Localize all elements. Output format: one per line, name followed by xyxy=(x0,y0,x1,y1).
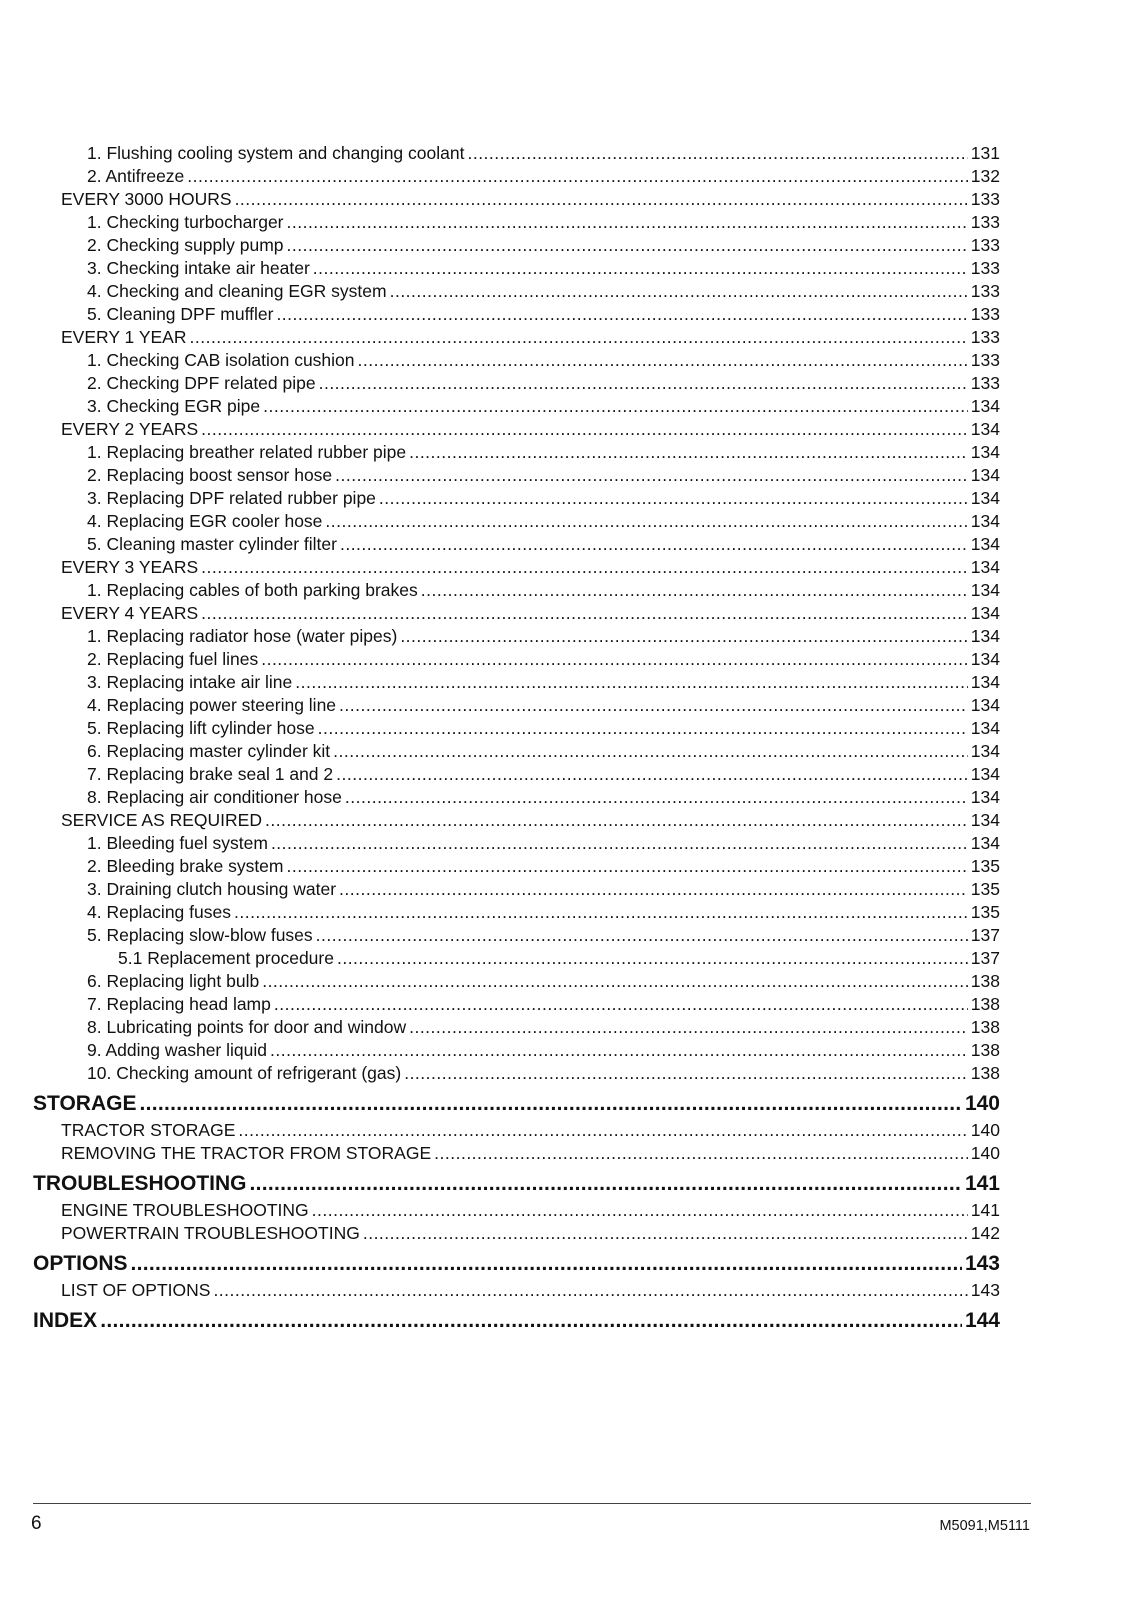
toc-entry-page: 141 xyxy=(964,1172,1000,1195)
dot-leader xyxy=(421,579,968,602)
dot-leader xyxy=(100,1308,962,1334)
dot-leader xyxy=(345,786,968,809)
toc-entry-title: ENGINE TROUBLESHOOTING xyxy=(61,1200,309,1220)
dot-leader xyxy=(409,441,968,464)
toc-entry-page: 133 xyxy=(970,327,1000,347)
dot-leader xyxy=(295,671,968,694)
dot-leader xyxy=(363,1222,968,1245)
dot-leader xyxy=(337,947,968,970)
toc-entry-title: 3. Draining clutch housing water xyxy=(87,879,337,899)
toc-entry-title: 5. Cleaning DPF muffler xyxy=(87,304,274,324)
dot-leader xyxy=(333,740,968,763)
dot-leader xyxy=(400,625,967,648)
toc-entry-page: 134 xyxy=(970,603,1000,623)
dot-leader xyxy=(318,717,968,740)
toc-entry[interactable] xyxy=(61,326,1000,349)
toc-entry-title: 3. Replacing DPF related rubber pipe xyxy=(87,488,376,508)
toc-entry-title: 1. Checking CAB isolation cushion xyxy=(87,350,355,370)
toc-entry-page: 138 xyxy=(970,1017,1000,1037)
toc-entry-page: 133 xyxy=(970,281,1000,301)
dot-leader xyxy=(190,326,968,349)
toc-entry-title: 9. Adding washer liquid xyxy=(87,1040,267,1060)
dot-leader xyxy=(313,257,968,280)
toc-entry-page: 143 xyxy=(964,1252,1000,1275)
toc-entry-title: TRACTOR STORAGE xyxy=(61,1120,236,1140)
dot-leader xyxy=(336,763,968,786)
toc-entry[interactable] xyxy=(87,625,1000,648)
dot-leader xyxy=(379,487,968,510)
dot-leader xyxy=(404,1062,968,1085)
toc-entry[interactable] xyxy=(87,763,1000,786)
toc-entry-page: 134 xyxy=(970,787,1000,807)
dot-leader xyxy=(238,1119,967,1142)
toc-entry-title: EVERY 3 YEARS xyxy=(61,557,199,577)
toc-entry-page: 140 xyxy=(970,1143,1000,1163)
toc-entry-title: 4. Replacing power steering line xyxy=(87,695,337,715)
toc-entry[interactable] xyxy=(61,602,1000,625)
toc-entry[interactable] xyxy=(87,510,1000,533)
toc-entry-page: 133 xyxy=(970,258,1000,278)
toc-entry-title: 3. Checking EGR pipe xyxy=(87,396,261,416)
dot-leader xyxy=(261,648,968,671)
dot-leader xyxy=(213,1279,967,1302)
toc-entry[interactable] xyxy=(87,648,1000,671)
dot-leader xyxy=(201,602,968,625)
toc-entry-page: 134 xyxy=(970,488,1000,508)
toc-entry-title: 7. Replacing head lamp xyxy=(87,994,271,1014)
toc-entry[interactable] xyxy=(61,418,1000,441)
toc-entry-title: 5. Replacing slow-blow fuses xyxy=(87,925,313,945)
dot-leader xyxy=(287,211,968,234)
toc-entry[interactable] xyxy=(87,717,1000,740)
toc-entry-page: 138 xyxy=(970,971,1000,991)
toc-entry-title: 1. Bleeding fuel system xyxy=(87,833,268,853)
toc-entry-title: 3. Checking intake air heater xyxy=(87,258,310,278)
toc-entry-page: 133 xyxy=(970,350,1000,370)
toc-entry-title: 5.1 Replacement procedure xyxy=(118,948,334,968)
toc-entry-page: 135 xyxy=(970,902,1000,922)
toc-entry-page: 143 xyxy=(970,1280,1000,1300)
toc-entry-title: 4. Replacing fuses xyxy=(87,902,231,922)
toc-entry[interactable] xyxy=(87,441,1000,464)
toc-entry-page: 140 xyxy=(970,1120,1000,1140)
toc-entry-page: 134 xyxy=(970,764,1000,784)
toc-entry-title: 6. Replacing light bulb xyxy=(87,971,260,991)
toc-entry-page: 144 xyxy=(964,1309,1000,1332)
toc-entry-title: 4. Checking and cleaning EGR system xyxy=(87,281,387,301)
toc-entry-title: EVERY 1 YEAR xyxy=(61,327,187,347)
toc-entry-title: OPTIONS xyxy=(33,1252,128,1275)
dot-leader xyxy=(262,970,968,993)
toc-entry-title: EVERY 2 YEARS xyxy=(61,419,199,439)
dot-leader xyxy=(235,188,968,211)
table-of-contents xyxy=(0,142,1131,1336)
toc-entry-page: 131 xyxy=(970,143,1000,163)
toc-entry-page: 134 xyxy=(970,580,1000,600)
toc-entry-page: 134 xyxy=(970,557,1000,577)
toc-entry[interactable] xyxy=(87,280,1000,303)
toc-entry[interactable] xyxy=(87,372,1000,395)
toc-entry[interactable] xyxy=(61,1279,1000,1302)
toc-entry[interactable] xyxy=(87,1062,1000,1085)
toc-entry-title: EVERY 3000 HOURS xyxy=(61,189,232,209)
dot-leader xyxy=(250,1171,962,1197)
dot-leader xyxy=(270,1039,968,1062)
toc-entry[interactable] xyxy=(61,1142,1000,1165)
toc-entry[interactable] xyxy=(87,832,1000,855)
toc-entry-page: 134 xyxy=(970,534,1000,554)
toc-entry-title: 1. Checking turbocharger xyxy=(87,212,284,232)
toc-entry-title: EVERY 4 YEARS xyxy=(61,603,199,623)
toc-entry-page: 138 xyxy=(970,1063,1000,1083)
dot-leader xyxy=(271,832,968,855)
toc-entry-page: 137 xyxy=(970,925,1000,945)
toc-entry[interactable] xyxy=(87,993,1000,1016)
toc-entry-page: 134 xyxy=(970,695,1000,715)
dot-leader xyxy=(263,395,968,418)
dot-leader xyxy=(467,142,967,165)
toc-entry[interactable] xyxy=(87,349,1000,372)
toc-entry-page: 142 xyxy=(970,1223,1000,1243)
toc-entry[interactable] xyxy=(87,924,1000,947)
toc-entry-page: 133 xyxy=(970,373,1000,393)
toc-entry-title: 1. Flushing cooling system and changing coolant xyxy=(87,143,465,163)
toc-entry[interactable] xyxy=(87,740,1000,763)
toc-entry[interactable] xyxy=(87,1039,1000,1062)
toc-entry-title: 8. Lubricating points for door and window xyxy=(87,1017,407,1037)
toc-entry[interactable] xyxy=(87,533,1000,556)
toc-entry[interactable] xyxy=(87,671,1000,694)
dot-leader xyxy=(187,165,968,188)
toc-entry-title: STORAGE xyxy=(33,1092,137,1115)
toc-entry-page: 134 xyxy=(970,833,1000,853)
toc-entry[interactable] xyxy=(61,188,1000,211)
toc-entry-page: 135 xyxy=(970,879,1000,899)
dot-leader xyxy=(339,878,968,901)
toc-entry-page: 135 xyxy=(970,856,1000,876)
toc-entry-page: 134 xyxy=(970,810,1000,830)
page-number: 6 xyxy=(31,1513,42,1534)
toc-entry-title: 3. Replacing intake air line xyxy=(87,672,293,692)
toc-entry[interactable] xyxy=(87,142,1000,165)
dot-leader xyxy=(319,372,968,395)
dot-leader xyxy=(434,1142,968,1165)
toc-entry[interactable] xyxy=(87,165,1000,188)
toc-entry[interactable] xyxy=(87,487,1000,510)
dot-leader xyxy=(335,464,968,487)
toc-entry[interactable] xyxy=(87,303,1000,326)
model-number: M5091,M5111 xyxy=(939,1518,1030,1534)
dot-leader xyxy=(201,418,968,441)
toc-entry-page: 134 xyxy=(970,672,1000,692)
toc-entry-page: 134 xyxy=(970,718,1000,738)
toc-entry-title: 2. Checking supply pump xyxy=(87,235,284,255)
toc-entry[interactable] xyxy=(87,234,1000,257)
toc-entry[interactable] xyxy=(87,786,1000,809)
toc-entry-page: 132 xyxy=(970,166,1000,186)
toc-entry-title: TROUBLESHOOTING xyxy=(33,1172,247,1195)
dot-leader xyxy=(287,234,968,257)
toc-entry-title: 2. Bleeding brake system xyxy=(87,856,284,876)
toc-entry-page: 140 xyxy=(964,1092,1000,1115)
toc-entry-page: 133 xyxy=(970,189,1000,209)
toc-entry-title: 5. Replacing lift cylinder hose xyxy=(87,718,315,738)
dot-leader xyxy=(340,533,968,556)
toc-entry[interactable] xyxy=(87,901,1000,924)
dot-leader xyxy=(390,280,968,303)
toc-entry-title: 2. Replacing fuel lines xyxy=(87,649,259,669)
toc-entry-title: 5. Cleaning master cylinder filter xyxy=(87,534,337,554)
toc-entry[interactable] xyxy=(87,1016,1000,1039)
dot-leader xyxy=(312,1199,968,1222)
footer-divider xyxy=(33,1503,1031,1504)
toc-entry[interactable] xyxy=(87,395,1000,418)
dot-leader xyxy=(287,855,968,878)
toc-entry-title: LIST OF OPTIONS xyxy=(61,1280,211,1300)
toc-entry[interactable] xyxy=(87,878,1000,901)
dot-leader xyxy=(131,1251,962,1277)
toc-entry-title: 2. Replacing boost sensor hose xyxy=(87,465,333,485)
toc-entry[interactable] xyxy=(87,694,1000,717)
toc-entry-title: 8. Replacing air conditioner hose xyxy=(87,787,342,807)
dot-leader xyxy=(265,809,968,832)
toc-entry-title: INDEX xyxy=(33,1309,98,1332)
toc-entry-title: 2. Checking DPF related pipe xyxy=(87,373,316,393)
dot-leader xyxy=(316,924,968,947)
dot-leader xyxy=(409,1016,968,1039)
toc-section-heading[interactable] xyxy=(33,1171,1000,1197)
dot-leader xyxy=(358,349,968,372)
toc-entry-page: 133 xyxy=(970,212,1000,232)
toc-section-heading[interactable] xyxy=(33,1308,1000,1334)
toc-entry-page: 138 xyxy=(970,1040,1000,1060)
toc-entry-page: 133 xyxy=(970,235,1000,255)
toc-entry-page: 134 xyxy=(970,649,1000,669)
toc-entry-page: 141 xyxy=(970,1200,1000,1220)
dot-leader xyxy=(339,694,968,717)
toc-section-heading[interactable] xyxy=(33,1251,1000,1277)
toc-entry[interactable] xyxy=(61,1199,1000,1222)
dot-leader xyxy=(201,556,968,579)
dot-leader xyxy=(234,901,968,924)
toc-entry-title: SERVICE AS REQUIRED xyxy=(61,810,262,830)
toc-entry-title: 1. Replacing breather related rubber pipe xyxy=(87,442,407,462)
dot-leader xyxy=(274,993,968,1016)
toc-entry-page: 134 xyxy=(970,465,1000,485)
toc-entry[interactable] xyxy=(118,947,1000,970)
toc-entry[interactable] xyxy=(87,970,1000,993)
toc-entry-title: 10. Checking amount of refrigerant (gas) xyxy=(87,1063,402,1083)
toc-entry-title: REMOVING THE TRACTOR FROM STORAGE xyxy=(61,1143,432,1163)
toc-entry-title: 1. Replacing radiator hose (water pipes) xyxy=(87,626,398,646)
toc-entry-page: 134 xyxy=(970,419,1000,439)
toc-entry-page: 134 xyxy=(970,626,1000,646)
toc-entry-title: 2. Antifreeze xyxy=(87,166,185,186)
toc-entry-page: 134 xyxy=(970,741,1000,761)
toc-entry-title: 7. Replacing brake seal 1 and 2 xyxy=(87,764,334,784)
toc-entry-title: POWERTRAIN TROUBLESHOOTING xyxy=(61,1223,360,1243)
toc-entry-page: 133 xyxy=(970,304,1000,324)
toc-entry[interactable] xyxy=(87,855,1000,878)
toc-section-heading[interactable] xyxy=(33,1091,1000,1117)
toc-entry[interactable] xyxy=(87,464,1000,487)
dot-leader xyxy=(325,510,967,533)
toc-entry-page: 134 xyxy=(970,442,1000,462)
toc-entry-title: 4. Replacing EGR cooler hose xyxy=(87,511,323,531)
toc-entry[interactable] xyxy=(87,579,1000,602)
toc-entry-page: 137 xyxy=(970,948,1000,968)
toc-entry[interactable] xyxy=(61,1222,1000,1245)
toc-entry-title: 6. Replacing master cylinder kit xyxy=(87,741,331,761)
toc-entry-page: 134 xyxy=(970,396,1000,416)
toc-entry-page: 138 xyxy=(970,994,1000,1014)
dot-leader xyxy=(276,303,967,326)
toc-entry[interactable] xyxy=(61,556,1000,579)
toc-entry-page: 134 xyxy=(970,511,1000,531)
toc-entry[interactable] xyxy=(61,809,1000,832)
toc-entry[interactable] xyxy=(87,257,1000,280)
toc-entry-title: 1. Replacing cables of both parking brakes xyxy=(87,580,418,600)
toc-entry[interactable] xyxy=(61,1119,1000,1142)
toc-entry[interactable] xyxy=(87,211,1000,234)
dot-leader xyxy=(139,1091,961,1117)
